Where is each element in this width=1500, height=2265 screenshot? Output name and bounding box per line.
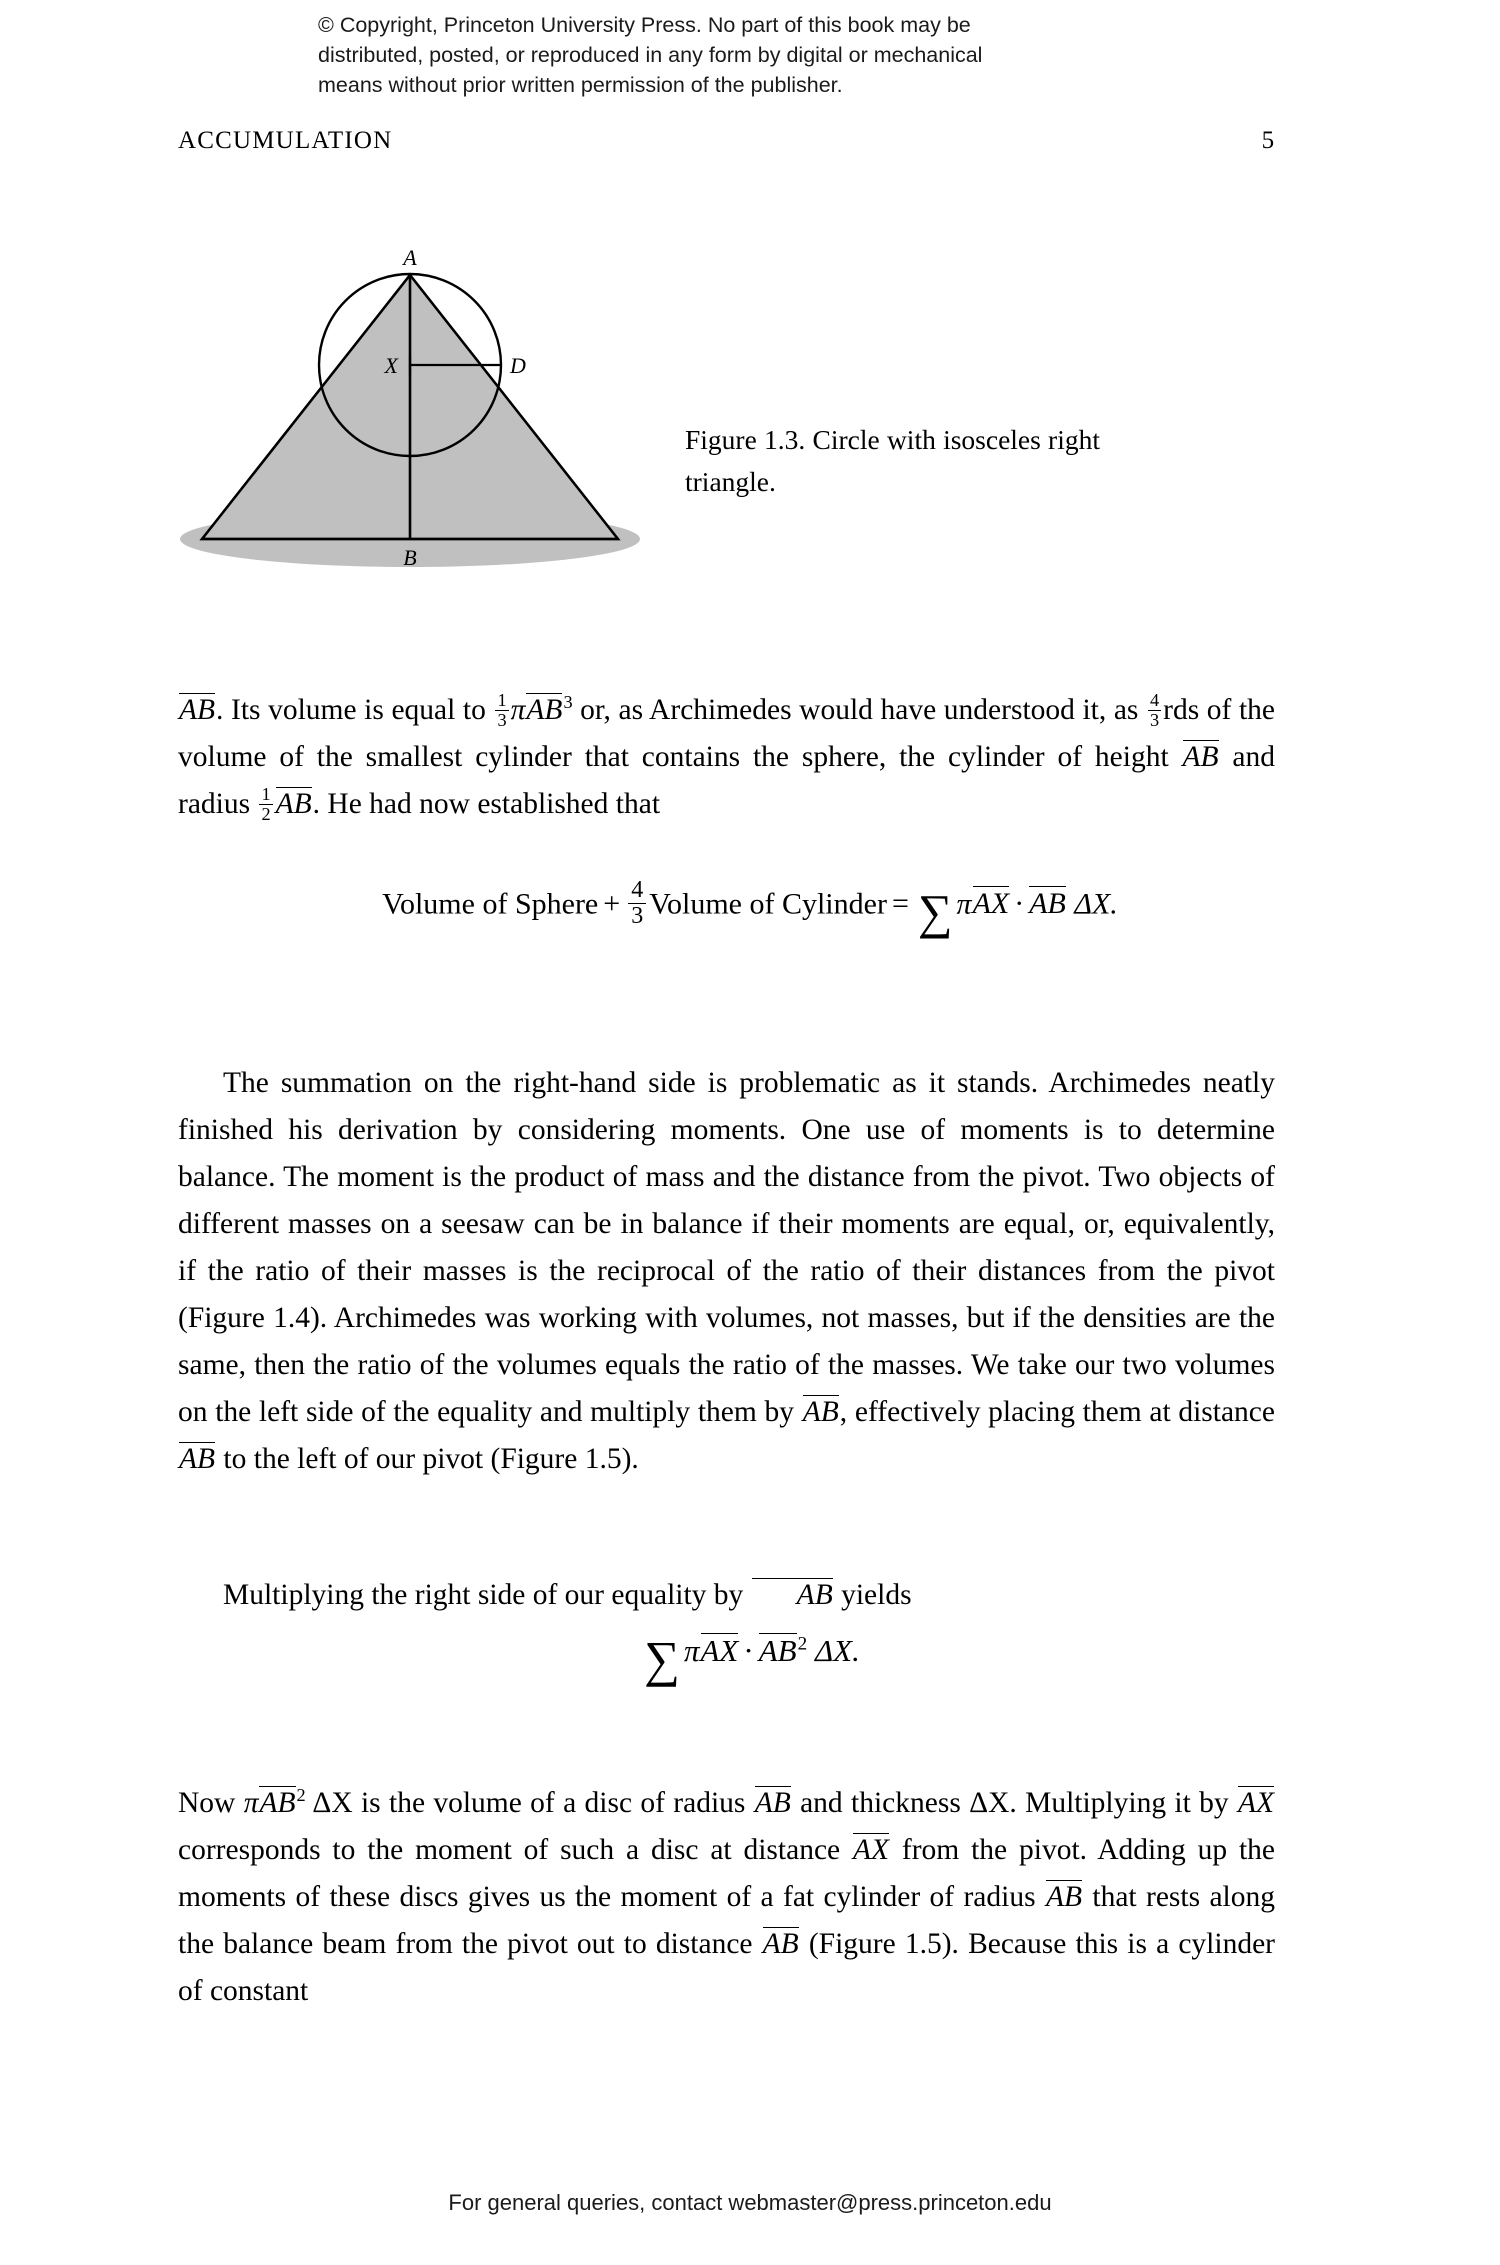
- pi-symbol: π: [243, 1786, 259, 1819]
- text-run: to the left of our pivot (Figure 1.5).: [216, 1442, 639, 1475]
- fraction-numerator: 1: [497, 689, 507, 710]
- plus-operator: +: [603, 887, 621, 921]
- dot-operator: ·: [743, 1632, 754, 1668]
- text-run: ΔX is the volume of a disc of radius: [305, 1786, 754, 1819]
- copyright-notice: [318, 10, 1158, 100]
- exponent: 2: [797, 1633, 808, 1655]
- dot-operator: ·: [1014, 887, 1025, 921]
- text-run: , effectively placing them at distance: [839, 1395, 1275, 1428]
- equals-operator: =: [891, 887, 909, 921]
- segment-ab: AB: [526, 693, 563, 726]
- text-run: yields: [833, 1578, 912, 1611]
- text-run: . He had now established that: [312, 787, 661, 820]
- segment-ab: AB: [179, 1442, 216, 1475]
- text-run: and radius: [178, 740, 1275, 820]
- segment-ab: AB: [1182, 740, 1219, 773]
- fraction-denominator: 3: [497, 710, 507, 731]
- summation-icon: ∑: [917, 884, 953, 939]
- label-x: X: [384, 353, 398, 378]
- segment-ab: AB: [259, 1786, 296, 1819]
- text-run: from the pivot. Adding up the moments of these discs gives us the moment of a fat cylinder of radius: [178, 1833, 1276, 1913]
- page-number: 5: [1261, 127, 1275, 154]
- text-run: . Its volume is equal to: [216, 693, 494, 726]
- copyright-line-3: means without prior written permission of the publisher.: [318, 73, 843, 97]
- running-head-title: ACCUMULATION: [178, 127, 393, 154]
- fraction-denominator: 3: [1150, 710, 1160, 731]
- fraction-four-thirds: [1148, 691, 1161, 731]
- equation-lhs-label-2: Volume of Cylinder: [649, 887, 887, 921]
- figure-caption: Figure 1.3. Circle with isosceles right triangle.: [685, 424, 1100, 497]
- text-run: corresponds to the moment of such a disc at distance: [178, 1833, 852, 1866]
- display-equation-2: [0, 1630, 1500, 1688]
- pi-symbol: π: [956, 887, 972, 921]
- text-run: and thickness ΔX. Multiplying it by: [791, 1786, 1237, 1819]
- text-run: that rests along the balance beam from the pivot out to distance: [178, 1880, 1275, 1960]
- segment-ax: AX: [700, 1632, 739, 1668]
- fraction-one-half: [259, 785, 272, 825]
- segment-ab: AB: [1045, 1880, 1083, 1913]
- segment-ab: AB: [752, 1578, 833, 1611]
- segment-ab: AB: [758, 1632, 797, 1668]
- paragraph-volume-sphere: [178, 687, 1275, 828]
- segment-ab: AB: [802, 1395, 839, 1428]
- paragraph-multiplying: [178, 1572, 1275, 1619]
- summation-icon: ∑: [644, 1631, 680, 1687]
- segment-ab: AB: [1029, 887, 1066, 921]
- segment-ax: AX: [853, 1833, 890, 1866]
- label-d: D: [510, 353, 526, 378]
- exponent: 3: [563, 691, 573, 712]
- segment-ab: AB: [754, 1786, 791, 1819]
- figure-circle-triangle-graphic: [170, 243, 650, 583]
- pi-symbol: π: [683, 1632, 700, 1668]
- text-run: The summation on the right-hand side is problematic as it stands. Archimedes neatly finished his derivation by considering moments. One use of moments is to determine balance. The moment is the product of mass and the distance from the pivot. Two objects of different masses on a seesaw can be in balance if their moments are equal, or, equivalently, if the ratio of their masses is the reciprocal of the ratio of their distances from the pivot (Figure 1.4). Archimedes was working with volumes, not masses, but if the densities are the same, then the ratio of the volumes equals the ratio of the masses. We take our two volumes on the left side of the equality and multiply them by: [178, 1066, 1275, 1428]
- segment-ax: AX: [972, 887, 1010, 921]
- segment-ab: AB: [275, 787, 312, 820]
- segment-ax: AX: [1237, 1786, 1275, 1819]
- paragraph-moments: [178, 1060, 1275, 1483]
- running-head: [178, 127, 1275, 155]
- page-footer: For general queries, contact webmaster@press.princeton.edu: [448, 2190, 1052, 2215]
- text-run: Multiplying the right side of our equality by: [223, 1578, 751, 1611]
- exponent: 2: [296, 1784, 306, 1805]
- label-a: A: [403, 245, 417, 270]
- text-run: Now: [178, 1786, 244, 1819]
- segment-ab: AB: [179, 693, 216, 726]
- text-run: rds of the volume of the smallest cylinder that contains the sphere, the cylinder of height: [178, 693, 1276, 773]
- fraction-denominator: 2: [261, 804, 271, 825]
- text-run: or, as Archimedes would have understood it, as: [572, 693, 1147, 726]
- equation-lhs-label: Volume of Sphere: [382, 887, 599, 921]
- fraction-denominator: 3: [628, 903, 646, 929]
- text-run: (Figure 1.5). Because this is a cylinder of constant: [178, 1927, 1275, 2007]
- fraction-four-thirds: [628, 878, 646, 929]
- delta-x-term: ΔX.: [1074, 887, 1118, 921]
- copyright-line-2: distributed, posted, or reproduced in any form by digital or mechanical: [318, 43, 983, 67]
- fraction-one-third: [495, 691, 508, 731]
- segment-ab: AB: [762, 1927, 799, 1960]
- label-b: B: [403, 545, 417, 570]
- paragraph-disc-moment: [178, 1780, 1275, 2015]
- fraction-numerator: 4: [1150, 689, 1160, 710]
- pi-symbol: π: [510, 693, 526, 726]
- copyright-line-1: © Copyright, Princeton University Press. No part of this book may be: [318, 13, 971, 37]
- delta-x-term: ΔX.: [814, 1632, 860, 1668]
- figure-1-3: [170, 243, 1275, 603]
- fraction-numerator: 4: [631, 877, 644, 903]
- fraction-numerator: 1: [261, 783, 271, 804]
- display-equation-1: [0, 878, 1500, 940]
